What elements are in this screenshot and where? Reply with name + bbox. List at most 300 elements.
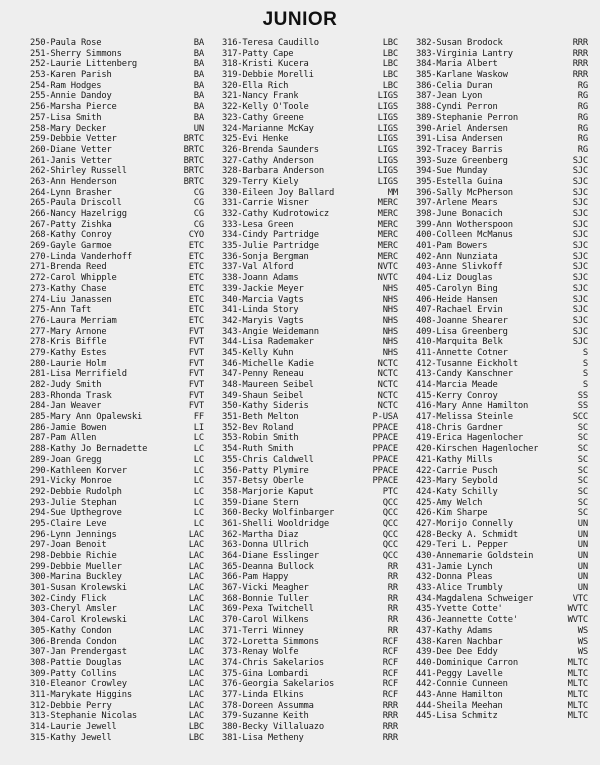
entry-number-name: 436-Jeannette Cotte' (416, 615, 518, 626)
entry-team-code: LAC (188, 679, 204, 690)
roster-entry (222, 102, 398, 113)
entry-number-name: 341-Linda Story (222, 305, 299, 316)
entry-team-code: QCC (382, 508, 398, 519)
roster-entry (222, 91, 398, 102)
entry-number-name: 351-Beth Melton (222, 412, 299, 423)
entry-team-code: MLTC (567, 689, 588, 700)
entry-team-code: LIGS (377, 144, 398, 155)
entry-number-name: 320-Ella Rich (222, 80, 289, 91)
entry-number-name: 275-Ann Taft (30, 305, 92, 316)
entry-team-code: ETC (188, 315, 204, 326)
entry-team-code: CYO (188, 230, 204, 241)
entry-team-code: RG (577, 134, 588, 145)
roster-entry (416, 252, 588, 263)
entry-team-code: WS (577, 647, 588, 658)
entry-team-code: SJC (572, 283, 588, 294)
entry-number-name: 444-Sheila Meehan (416, 700, 503, 711)
roster-entry (416, 433, 588, 444)
entry-number-name: 388-Cyndi Perron (416, 102, 498, 113)
entry-number-name: 402-Ann Nunziata (416, 251, 498, 262)
roster-entry (222, 540, 398, 551)
entry-team-code: SC (577, 454, 588, 465)
entry-number-name: 442-Connie Cunneen (416, 679, 508, 690)
entry-team-code: SC (577, 486, 588, 497)
roster-entry (30, 38, 204, 49)
entry-number-name: 354-Ruth Smith (222, 444, 294, 455)
entry-team-code: RCF (382, 679, 398, 690)
entry-team-code: LAC (188, 700, 204, 711)
roster-entry (222, 701, 398, 712)
roster-entry (30, 658, 204, 669)
roster-entry (30, 145, 204, 156)
entry-number-name: 439-Dee Dee Eddy (416, 647, 498, 658)
roster-entry (416, 337, 588, 348)
entry-team-code: LBC (382, 38, 398, 48)
entry-team-code: LAC (188, 615, 204, 626)
entry-number-name: 412-Tusanne Eickholt (416, 358, 518, 369)
entry-team-code: MLTC (567, 657, 588, 668)
entry-team-code: NCTC (377, 401, 398, 412)
entry-team-code: MERC (377, 241, 398, 252)
roster-entry (416, 658, 588, 669)
entry-team-code: LAC (188, 593, 204, 604)
entry-team-code: UN (193, 123, 204, 134)
roster-entry (30, 102, 204, 113)
entry-team-code: UN (577, 583, 588, 594)
roster-entry (30, 59, 204, 70)
entry-number-name: 306-Brenda Condon (30, 636, 117, 647)
entry-number-name: 364-Diane Esslinger (222, 551, 319, 561)
roster-entry (416, 562, 588, 573)
entry-team-code: FVT (188, 401, 204, 412)
entry-number-name: 271-Brenda Reed (30, 262, 107, 273)
roster-entry (222, 327, 398, 338)
roster-entry (416, 49, 588, 60)
entry-team-code: BA (193, 80, 204, 91)
entry-number-name: 384-Maria Albert (416, 59, 498, 70)
entry-team-code: FVT (188, 347, 204, 358)
entry-number-name: 371-Terri Winney (222, 625, 304, 636)
roster-entry (30, 572, 204, 583)
entry-team-code: RG (577, 123, 588, 134)
entry-number-name: 414-Marcia Meade (416, 380, 498, 390)
roster-entry (222, 637, 398, 648)
roster-entry (30, 380, 204, 391)
entry-number-name: 387-Jean Lyon (416, 91, 483, 102)
entry-team-code: BRTC (183, 155, 204, 166)
entry-number-name: 390-Ariel Andersen (416, 123, 508, 134)
entry-number-name: 322-Kelly O'Toole (222, 102, 309, 113)
entry-team-code: PPACE (372, 476, 398, 487)
entry-number-name: 304-Carol Krolewski (30, 615, 127, 626)
entry-number-name: 398-June Bonacich (416, 209, 503, 219)
entry-team-code: LIGS (377, 102, 398, 113)
entry-number-name: 316-Teresa Caudillo (222, 38, 319, 48)
entry-number-name: 424-Katy Schilly (416, 486, 498, 497)
entry-team-code: FVT (188, 326, 204, 337)
entry-team-code: PPACE (372, 433, 398, 444)
roster-entry (222, 412, 398, 423)
roster-entry (222, 273, 398, 284)
entry-number-name: 362-Martha Diaz (222, 529, 299, 540)
entry-number-name: 443-Anne Hamilton (416, 689, 503, 700)
roster-entry (30, 134, 204, 145)
roster-entry (222, 604, 398, 615)
roster-entry (30, 391, 204, 402)
roster-entry (222, 295, 398, 306)
roster-entry (222, 508, 398, 519)
roster-entry (222, 124, 398, 135)
roster-entry (222, 348, 398, 359)
entry-team-code: NHS (382, 294, 398, 305)
entry-number-name: 429-Teri L. Pepper (416, 540, 508, 551)
roster-entry (30, 530, 204, 541)
roster-entry (30, 637, 204, 648)
entry-team-code: CG (193, 209, 204, 219)
entry-number-name: 288-Kathy Jo Bernadette (30, 444, 148, 455)
entry-team-code: UN (577, 551, 588, 561)
entry-team-code: LAC (188, 668, 204, 679)
entry-team-code: RCF (382, 668, 398, 679)
entry-number-name: 378-Doreen Assumma (222, 700, 314, 711)
entry-number-name: 358-Marjorie Kaput (222, 486, 314, 497)
roster-entry (30, 188, 204, 199)
entry-team-code: MLTC (567, 668, 588, 679)
entry-number-name: 266-Nancy Hazelrigg (30, 209, 127, 219)
entry-number-name: 348-Maureen Seibel (222, 380, 314, 390)
entry-team-code: SS (577, 401, 588, 412)
roster-entry (222, 487, 398, 498)
roster-entry (222, 369, 398, 380)
entry-number-name: 337-Val Alford (222, 262, 294, 273)
entry-team-code: RRR (572, 70, 588, 81)
roster-entry (222, 70, 398, 81)
entry-team-code: FVT (188, 337, 204, 348)
entry-team-code: CG (193, 219, 204, 230)
roster-entry (30, 466, 204, 477)
roster-column-2 (222, 38, 398, 743)
entry-team-code: PPACE (372, 422, 398, 433)
entry-team-code: LAC (188, 636, 204, 647)
roster-entry (30, 369, 204, 380)
entry-team-code: RRR (382, 722, 398, 732)
roster-entry (416, 476, 588, 487)
roster-entry (30, 669, 204, 680)
entry-team-code: RCF (382, 657, 398, 668)
roster-column-1 (30, 38, 204, 743)
roster-entry (416, 38, 588, 49)
roster-entry (222, 519, 398, 530)
entry-number-name: 356-Patty Plymire (222, 465, 309, 476)
entry-team-code: NCTC (377, 380, 398, 390)
roster-entry (30, 230, 204, 241)
entry-number-name: 441-Peggy Lavelle (416, 668, 503, 679)
entry-number-name: 300-Marina Buckley (30, 572, 122, 583)
entry-team-code: LC (193, 433, 204, 444)
entry-team-code: SJC (572, 176, 588, 187)
entry-team-code: MLTC (567, 679, 588, 690)
roster-entry (416, 487, 588, 498)
entry-number-name: 350-Kathy Sideris (222, 401, 309, 412)
entry-number-name: 315-Kathy Jewell (30, 732, 112, 743)
entry-number-name: 427-Morijo Connelly (416, 518, 513, 529)
entry-team-code: ETC (188, 262, 204, 273)
entry-team-code: RRR (572, 48, 588, 59)
entry-team-code: LAC (188, 604, 204, 615)
roster-entry (30, 156, 204, 167)
roster-entry (30, 124, 204, 135)
entry-number-name: 368-Bonnie Tuller (222, 593, 309, 604)
roster-entry (416, 220, 588, 231)
entry-team-code: LBC (382, 70, 398, 81)
entry-team-code: NHS (382, 347, 398, 358)
entry-number-name: 344-Lisa Rademaker (222, 337, 314, 348)
roster-entry (416, 669, 588, 680)
entry-team-code: BA (193, 112, 204, 123)
entry-number-name: 319-Debbie Morelli (222, 70, 314, 81)
entry-number-name: 279-Kathy Estes (30, 347, 107, 358)
entry-number-name: 277-Mary Arnone (30, 326, 107, 337)
entry-number-name: 280-Laurie Holm (30, 358, 107, 369)
entry-number-name: 419-Erica Hagenlocher (416, 433, 524, 444)
roster-entry (222, 626, 398, 637)
roster-entry (30, 508, 204, 519)
entry-team-code: RR (387, 604, 398, 615)
roster-entry (416, 230, 588, 241)
entry-team-code: NHS (382, 283, 398, 294)
entry-team-code: NHS (382, 337, 398, 348)
roster-entry (30, 498, 204, 509)
entry-number-name: 392-Tracey Barris (416, 144, 503, 155)
entry-number-name: 393-Suze Greenberg (416, 155, 508, 166)
entry-number-name: 310-Eleanor Crowley (30, 679, 127, 690)
entry-number-name: 302-Cindy Flick (30, 593, 107, 604)
entry-team-code: SJC (572, 251, 588, 262)
roster-entry (30, 220, 204, 231)
entry-number-name: 407-Rachael Ervin (416, 305, 503, 316)
entry-number-name: 365-Deanna Bullock (222, 561, 314, 572)
entry-number-name: 309-Patty Collins (30, 668, 117, 679)
roster-entry (222, 359, 398, 370)
entry-team-code: SC (577, 465, 588, 476)
entry-number-name: 289-Joan Gregg (30, 454, 102, 465)
entry-team-code: BRTC (183, 166, 204, 177)
roster-entry (416, 327, 588, 338)
entry-number-name: 286-Jamie Bowen (30, 422, 107, 433)
entry-team-code: UN (577, 572, 588, 583)
entry-number-name: 401-Pam Bowers (416, 241, 488, 252)
entry-team-code: SC (577, 422, 588, 433)
roster-entry (222, 391, 398, 402)
entry-number-name: 257-Lisa Smith (30, 112, 102, 123)
entry-number-name: 260-Diane Vetter (30, 144, 112, 155)
entry-number-name: 406-Heide Hansen (416, 294, 498, 305)
entry-team-code: UN (577, 561, 588, 572)
roster-entry (222, 337, 398, 348)
entry-number-name: 434-Magdalena Schweiger (416, 593, 534, 604)
entry-team-code: BA (193, 38, 204, 48)
entry-number-name: 426-Kim Sharpe (416, 508, 488, 519)
roster-entry (416, 380, 588, 391)
entry-number-name: 377-Linda Elkins (222, 689, 304, 700)
roster-entry (30, 626, 204, 637)
entry-team-code: RG (577, 144, 588, 155)
roster-entry (222, 59, 398, 70)
roster-entry (416, 711, 588, 722)
entry-number-name: 305-Kathy Condon (30, 625, 112, 636)
entry-team-code: RG (577, 102, 588, 113)
entry-number-name: 324-Marianne McKay (222, 123, 314, 134)
entry-team-code: SJC (572, 241, 588, 252)
entry-number-name: 328-Barbara Anderson (222, 166, 324, 177)
roster-entry (30, 423, 204, 434)
roster-entry (222, 572, 398, 583)
entry-number-name: 323-Cathy Greene (222, 112, 304, 123)
entry-number-name: 435-Yvette Cotte' (416, 604, 503, 615)
entry-number-name: 445-Lisa Schmitz (416, 711, 498, 722)
roster-entry (30, 551, 204, 562)
roster-entry (30, 166, 204, 177)
entry-team-code: FF (193, 412, 204, 423)
roster-entry (416, 401, 588, 412)
entry-number-name: 403-Anne Slivkoff (416, 262, 503, 273)
entry-team-code: ETC (188, 251, 204, 262)
entry-number-name: 373-Renay Wolfe (222, 647, 299, 658)
entry-number-name: 264-Lynn Brasher (30, 187, 112, 198)
entry-number-name: 396-Sally McPherson (416, 187, 513, 198)
roster-entry (30, 262, 204, 273)
roster-entry (30, 348, 204, 359)
roster-entry (222, 166, 398, 177)
entry-number-name: 326-Brenda Saunders (222, 144, 319, 155)
roster-entry (30, 722, 204, 733)
entry-team-code: BA (193, 48, 204, 59)
entry-team-code: RR (387, 572, 398, 583)
roster-entry (30, 412, 204, 423)
entry-number-name: 269-Gayle Garmoe (30, 241, 112, 252)
entry-team-code: SS (577, 390, 588, 401)
entry-number-name: 420-Kirschen Hagenlocher (416, 444, 539, 455)
entry-team-code: SC (577, 433, 588, 444)
entry-team-code: LBC (188, 722, 204, 732)
roster-entry (222, 647, 398, 658)
entry-team-code: SJC (572, 305, 588, 316)
roster-entry (416, 91, 588, 102)
entry-number-name: 321-Nancy Frank (222, 91, 299, 102)
page-title: JUNIOR (262, 9, 338, 30)
entry-number-name: 317-Patty Cape (222, 48, 294, 59)
entry-team-code: LAC (188, 711, 204, 722)
entry-number-name: 381-Lisa Metheny (222, 732, 304, 743)
entry-team-code: SJC (572, 166, 588, 177)
roster-entry (30, 540, 204, 551)
roster-entry (416, 498, 588, 509)
entry-team-code: LIGS (377, 91, 398, 102)
entry-number-name: 345-Kelly Kuhn (222, 347, 294, 358)
entry-team-code: LIGS (377, 123, 398, 134)
entry-team-code: LBC (382, 59, 398, 70)
roster-entry (222, 690, 398, 701)
entry-team-code: LAC (188, 572, 204, 583)
entry-number-name: 383-Virginia Lantry (416, 48, 513, 59)
roster-entry (222, 241, 398, 252)
entry-team-code: CG (193, 187, 204, 198)
entry-number-name: 313-Stephanie Nicolas (30, 711, 138, 722)
entry-number-name: 331-Carrie Wisner (222, 198, 309, 209)
entry-number-name: 430-Annemarie Goldstein (416, 551, 534, 561)
entry-team-code: BA (193, 91, 204, 102)
entry-number-name: 296-Lynn Jennings (30, 529, 117, 540)
entry-number-name: 253-Karen Parish (30, 70, 112, 81)
entry-team-code: PPACE (372, 454, 398, 465)
entry-team-code: LC (193, 465, 204, 476)
entry-team-code: WS (577, 625, 588, 636)
roster-entry (416, 551, 588, 562)
entry-team-code: RR (387, 593, 398, 604)
roster-entry (30, 583, 204, 594)
entry-team-code: SC (577, 508, 588, 519)
entry-number-name: 273-Kathy Chase (30, 283, 107, 294)
entry-team-code: PPACE (372, 465, 398, 476)
entry-team-code: LAC (188, 561, 204, 572)
roster-entry (416, 594, 588, 605)
roster-entry (416, 113, 588, 124)
entry-team-code: SJC (572, 262, 588, 273)
entry-team-code: QCC (382, 529, 398, 540)
roster-entry (222, 594, 398, 605)
roster-entry (416, 391, 588, 402)
entry-team-code: SC (577, 497, 588, 508)
entry-team-code: RRR (382, 711, 398, 722)
roster-entry (30, 91, 204, 102)
roster-entry (222, 615, 398, 626)
entry-team-code: LIGS (377, 176, 398, 187)
entry-number-name: 379-Suzanne Keith (222, 711, 309, 722)
entry-team-code: BRTC (183, 144, 204, 155)
roster-entry (30, 113, 204, 124)
entry-team-code: FVT (188, 390, 204, 401)
roster-entry (30, 177, 204, 188)
roster-entry (222, 220, 398, 231)
entry-number-name: 399-Ann Wotherspoon (416, 219, 513, 230)
roster-entry (222, 583, 398, 594)
entry-team-code: BRTC (183, 176, 204, 187)
entry-team-code: S (582, 347, 588, 358)
entry-number-name: 391-Lisa Andersen (416, 134, 503, 145)
entry-team-code: MERC (377, 251, 398, 262)
entry-team-code: LBC (382, 80, 398, 91)
entry-number-name: 400-Colleen McManus (416, 230, 513, 241)
roster-entry (222, 113, 398, 124)
entry-number-name: 291-Vicky Monroe (30, 476, 112, 487)
roster-entry (416, 241, 588, 252)
roster-entry (222, 444, 398, 455)
entry-team-code: FVT (188, 369, 204, 380)
entry-number-name: 380-Becky Villaluazo (222, 722, 324, 732)
entry-number-name: 363-Donna Ullrich (222, 540, 309, 551)
entry-team-code: UN (577, 518, 588, 529)
entry-number-name: 330-Eileen Joy Ballard (222, 187, 335, 198)
entry-team-code: LC (193, 486, 204, 497)
entry-number-name: 282-Judy Smith (30, 380, 102, 390)
roster-entry (222, 679, 398, 690)
entry-team-code: S (582, 369, 588, 380)
roster-entry (416, 444, 588, 455)
entry-number-name: 437-Kathy Adams (416, 625, 493, 636)
roster-entry (416, 647, 588, 658)
roster-column-3 (416, 38, 588, 722)
entry-number-name: 370-Carol Wilkens (222, 615, 309, 626)
